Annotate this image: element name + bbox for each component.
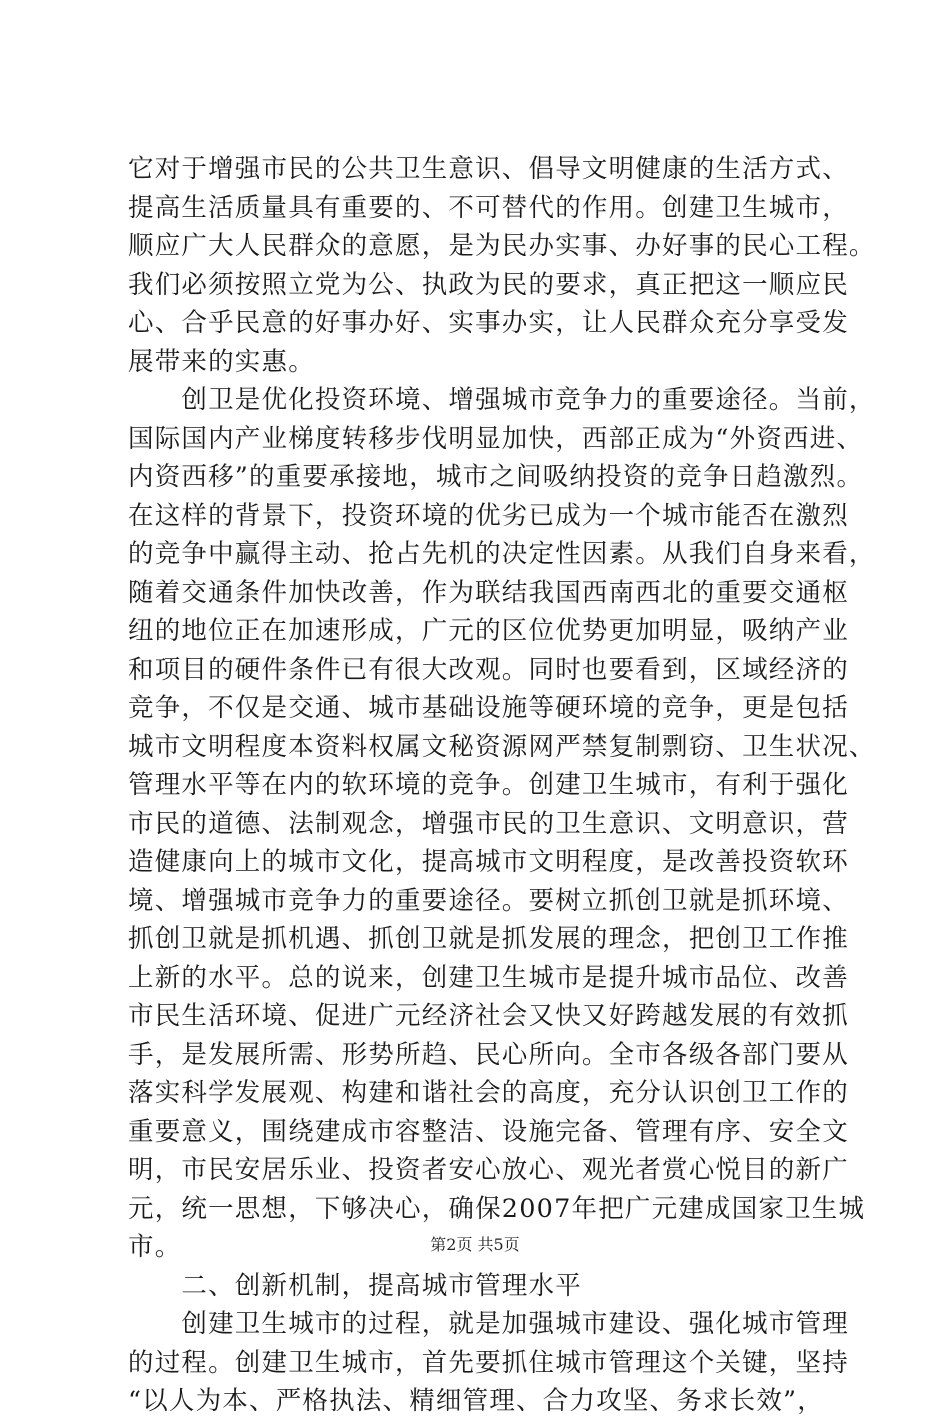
text-line: 内资西移”的重要承接地，城市之间吸纳投资的竞争日趋激烈。 (128, 462, 864, 492)
text-line: 抓创卫就是抓机遇、抓创卫就是抓发展的理念，把创卫工作推 (128, 924, 849, 954)
text-line: 管理水平等在内的软环境的竞争。创建卫生城市，有利于强化 (128, 770, 849, 800)
text-line: 顺应广大人民群众的意愿，是为民办实事、办好事的民心工程。 (128, 231, 876, 261)
document-body (128, 150, 876, 1421)
section-heading: 二、创新机制，提高城市管理水平 (128, 1270, 582, 1301)
text-line: 它对于增强市民的公共卫生意识、倡导文明健康的生活方式、 (128, 154, 849, 184)
text-line: 境、增强城市竞争力的重要途径。要树立抓创卫就是抓环境、 (128, 885, 849, 916)
text-line: 落实科学发展观、构建和谐社会的高度，充分认识创卫工作的 (128, 1078, 849, 1108)
text-line: 手，是发展所需、形势所趋、民心所向。全市各级各部门要从 (128, 1039, 849, 1070)
text-line: 国际国内产业梯度转移步伐明显加快，西部正成为“外资西进、 (128, 423, 864, 454)
text-line: 心、合乎民意的好事办好、实事办实，让人民群众充分享受发 (128, 308, 849, 338)
text-line: 重要意义，围绕建成市容整洁、设施完备、管理有序、安全文 (128, 1116, 849, 1147)
text-line: 我们必须按照立党为公、执政为民的要求，真正把这一顺应民 (128, 269, 849, 300)
text-line: 市民生活环境、促进广元经济社会又快又好跨越发展的有效抓 (128, 1001, 849, 1031)
text-line: 创建卫生城市的过程，就是加强城市建设、强化城市管理 (128, 1309, 849, 1339)
text-line: 明，市民安居乐业、投资者安心放心、观光者赏心悦目的新广 (128, 1155, 849, 1185)
page-indicator: 第2页 共5页 (430, 1235, 520, 1254)
text-line: 提高生活质量具有重要的、不可替代的作用。创建卫生城市， (128, 192, 849, 223)
text-line: “以人为本、严格执法、精细管理、合力攻坚、务求长效”， (128, 1386, 824, 1416)
text-line: 上新的水平。总的说来，创建卫生城市是提升城市品位、改善 (128, 962, 849, 993)
text-line: 创卫是优化投资环境、增强城市竞争力的重要途径。当前， (128, 385, 876, 415)
text-line: 的过程。创建卫生城市，首先要抓住城市管理这个关键，坚持 (128, 1347, 849, 1378)
text-line: 在这样的背景下，投资环境的优劣已成为一个城市能否在激烈 (128, 500, 849, 531)
text-line: 元，统一思想，下够决心，确保2007年把广元建成国家卫生城 (128, 1193, 866, 1224)
text-line: 竞争，不仅是交通、城市基础设施等硬环境的竞争，更是包括 (128, 693, 849, 723)
text-line: 市民的道德、法制观念，增强市民的卫生意识、文明意识，营 (128, 808, 849, 839)
text-line: 城市文明程度本资料权属文秘资源网严禁复制剽窃、卫生状况、 (128, 731, 876, 762)
text-line: 市。 (128, 1232, 182, 1262)
text-line: 和项目的硬件条件已有很大改观。同时也要看到，区域经济的 (128, 654, 849, 685)
text-line: 纽的地位正在加速形成，广元的区位优势更加明显，吸纳产业 (128, 616, 849, 646)
text-line: 随着交通条件加快改善，作为联结我国西南西北的重要交通枢 (128, 577, 849, 608)
text-line: 展带来的实惠。 (128, 346, 315, 377)
text-line: 的竞争中赢得主动、抢占先机的决定性因素。从我们自身来看， (128, 539, 876, 569)
text-line: 造健康向上的城市文化，提高城市文明程度，是改善投资软环 (128, 847, 849, 877)
